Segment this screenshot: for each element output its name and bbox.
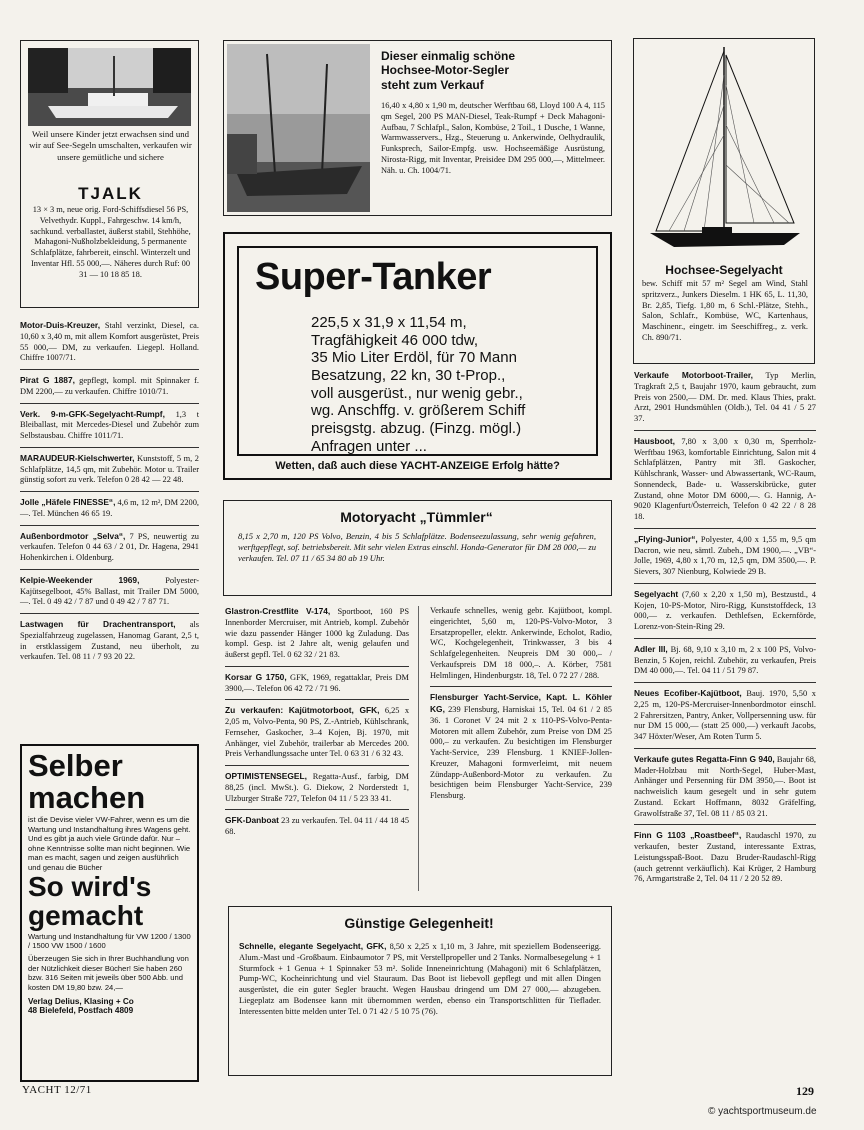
- supertanker-line: 35 Mio Liter Erdöl, für 70 Mann: [311, 349, 517, 367]
- segelyacht-title: Hochsee-Segelyacht: [665, 263, 783, 277]
- selber-text3: Überzeugen Sie sich in Ihrer Buchhandlung von der Nützlichkeit dieser Bücher! Sie haben 260 bzw. 316 Seiten mit jeweils über 500 Abb. und kosten DM 19,80 bzw. 24,—: [28, 954, 189, 992]
- mid1-ad-text: GFK, 1969, regattaklar, Preis DM 3900,—. Telefon 06 42 72 / 71 96.: [225, 672, 410, 693]
- segelyacht-ad: [633, 38, 815, 364]
- supertanker-inner: [237, 246, 598, 456]
- mid1-ad-head: Glastron-Crestflite V-174,: [225, 606, 331, 616]
- selber-big3: So wird's: [28, 871, 152, 903]
- left-ad: [20, 409, 199, 442]
- tuemmler-ad: [223, 500, 612, 596]
- right-ad-text: Typ Merlin, Tragkraft 2,5 t, Baujahr 1970, kaum gebraucht, zum Preis von 2500,— DM. Dr. med. Klaus Thies, prakt. Arzt, 2901 Hundsmühlen (Oldb.), Tel. 04 41 / 5 27 37.: [634, 371, 816, 423]
- mid2-ad: [430, 606, 612, 681]
- supertanker-line: 225,5 x 31,9 x 11,54 m,: [311, 314, 467, 331]
- tuemmler-body: 8,15 x 2,70 m, 120 PS Volvo, Benzin, 4 bis 5 Schlafplätze. Bodenseezulassung, sehr wenig gefahren, werftgepflegt, sof. betriebsbereit. Mit sehr vielen Extras einschl. Honda-Generator für DM 28 000,— zu verkaufen. Tel. 07 11 / 65 34 80 ab 19 Uhr.: [238, 531, 596, 563]
- selber-text1: ist die Devise vieler VW-Fahrer, wenn es um die Wartung und Instandhaltung ihres Wagens geht. Und es gibt ja auch viele Gründe dafür. Nur – ohne Kenntnisse sollte man nicht beginnen. Wie man es macht, sagen und zeigen ausführlich und genau die Bücher: [28, 815, 191, 872]
- left-ad-text: als Spezialfahrzeug zugelassen, Hanomag Garant, 2,5 t, in erstklassigem Zustand, neu überholt, zu verkaufen. Tel. 08 11 / 7 93 20 22.: [20, 620, 199, 662]
- right-ad-text: Bj. 68, 9,10 x 3,10 m, 2 x 100 PS, Volvo-Benzin, 5 Kojen, reichl. Zubehör, zu verkaufen, Preis DM 40 000,—. Tel. 04 11 / 51 79 87.: [634, 644, 816, 676]
- selber-text2: Wartung und Instandhaltung für VW 1200 / 1300 / 1500 VW 1500 / 1600: [28, 931, 191, 950]
- watermark: © yachtsportmuseum.de: [708, 1106, 817, 1117]
- left-ad-head: Außenbordmotor „Selva“,: [20, 530, 126, 541]
- mid1-ad-text: Sportboot, 160 PS Innenborder Mercruiser, mit Antrieb, kompl. Zubehör wie dazu passender Hänger 1000 kg Zuladung. Das kompl. Gesp. ist 2 Jahre alt, wenig gelaufen und äußerst gepfl. Tel. 0 62 32 / 21 83.: [225, 607, 409, 659]
- mid1-ad-text: 23 zu verkaufen. Tel. 04 11 / 44 18 45 68.: [225, 816, 410, 836]
- right-ad-head: Hausboot,: [634, 435, 675, 446]
- guenstig-title: Günstige Gelegenheit!: [344, 915, 494, 931]
- supertanker-line: voll ausgerüst., nur wenig gebr.,: [311, 384, 523, 402]
- right-ad-text: Raudaschl 1970, zu verkaufen, bester Zustand, interessante Extras, Leistungsspaß-Boot. Dazu Bruder-Raudaschl-Rigg (auch getrennt verkäuflich). Kai Krüger, 2 Hamburg 76, Armgartstraße 2, Tel. 04 11 / 2 20 52 89.: [634, 831, 817, 884]
- right-ad-text: (7,60 x 2,20 x 1,50 m), Bestzustd., 4 Kojen, 10-PS-Motor, Niro-Rigg, Kunststoffdeck, 13 000,— z. verkaufen. Dethlefsen, Eckernförde, Lorenz-von-Stein-Ring 29.: [634, 589, 816, 631]
- left-ad-text: Polyester-Kajütsegelboot, 45% Ballast, mit Trailer DM 5000,—. Tel. 0 49 42 / 7 87 und 0 49 42 / 7 87 71.: [20, 575, 199, 607]
- right-ad-head: Finn G 1103 „Roastbeef“,: [634, 830, 742, 841]
- mid1-ad: [225, 705, 409, 760]
- supertanker-line: Anfragen unter ...: [311, 437, 427, 455]
- left-ad-head: Lastwagen für Drachentransport,: [20, 619, 176, 629]
- supertanker-footer: Wetten, daß auch diese YACHT-ANZEIGE Erfolg hätte?: [275, 460, 560, 472]
- mid1-ad-text: Regatta-Ausf., farbig, DM 88,25 (incl. MwSt.). G. Diekow, 2 Norderstedt 1, Ulzburger Straße 727, Telefon 04 11 / 5 23 33 41.: [225, 772, 409, 803]
- supertanker-ad: [223, 232, 612, 480]
- left-ad: [20, 575, 199, 608]
- selber-big4: gemacht: [28, 899, 144, 931]
- left-ad: [20, 320, 199, 364]
- motorsegler-title: Dieser einmalig schöne Hochsee-Motor-Segler steht zum Verkauf: [381, 49, 516, 92]
- mid1-ad-head: Zu verkaufen: Kajütmotorboot, GFK,: [225, 705, 380, 716]
- right-ad: [634, 754, 816, 820]
- supertanker-line: Tragfähigkeit 46 000 tdw,: [311, 331, 479, 349]
- left-ad-head: MARAUDEUR-Kielschwerter,: [20, 452, 135, 463]
- mid2-ad-text: 239 Flensburg, Harniskai 15, Tel. 04 61 / 2 85 36. 1 Coronet V 24 mit 2 x 110-PS-Volvo-Penta-Motoren mit allem Zubehör, zum Preise von DM 25 000,– zu verkaufen. Zu besichtigen im Flensburger Yacht-Service, 239 Flensburg. 1 KNIEF-Jollen-Kreuzer, Mahagoni formverleimt, mit neuem Zündapp-Außenbord-Motor zu verkaufen. Zu besichtigen beim Flensburger Yacht-Service, 239 Flensburg.: [430, 705, 612, 800]
- right-ad: [634, 534, 816, 578]
- motorsegler-photo: [227, 44, 370, 212]
- left-ad-head: Jolle „Häfele FINESSE“,: [20, 497, 116, 507]
- tjalk-photo: [28, 48, 191, 126]
- left-ad-text: 1,3 t Bleiballast, mit Mercedes-Diesel und Zubehör zum Selbstausbau. Chiffre 1011/71.: [20, 409, 200, 440]
- left-ad: [20, 619, 199, 663]
- right-ad-head: Segelyacht: [634, 588, 679, 599]
- selber-big1: Selber: [28, 748, 123, 783]
- mid1-ad: [225, 815, 409, 838]
- page-number: 129: [796, 1084, 814, 1098]
- left-ad-text: 7 PS, neuwertig zu verkaufen. Telefon 0 44 63 / 2 01, Dr. Hagena, 2941 Hohenkirchen i. Oldenburg.: [20, 531, 199, 562]
- left-ad-head: Motor-Duis-Kreuzer,: [20, 320, 101, 330]
- mid1-ad-text: 6,25 x 2,05 m, Volvo-Penta, 90 PS, Z.-Antrieb, Kühlschrank, Fernseher, Gaskocher, 3–4 Kojen, Bj. 1970, mit Anhänger, viel Zubehör, trailerbar ab Mercedes 200. Preis Verhandlungssache unter Tel. 0 63 31 / 6 32 43.: [225, 706, 410, 759]
- motorsegler-ad: [223, 40, 612, 216]
- mid1-ads-column: [225, 606, 409, 896]
- motorsegler-body: 16,40 x 4,80 x 1,90 m, deutscher Werftbau 68, Lloyd 100 A 4, 115 qm Segel, 200 PS MAN-Diesel, Teak-Rumpf + Deck Mahagoni-Aufbau, 7 Schlafpl., Salon, Kombüse, 2 Toil., 1 Dusche, 1 Wanne, Warmwasservers., Hzg., Steuerung u. Ankerwinde, Oelhydraulik, Funksprech, Sailor-Empfg. usw. Hochseemäßige Ausrüstung, Nirosta-Rigg, mit Inventar, Preisidee DM 295 000,—, Mittelmeer. Näh. u. Ch. 1004/71.: [381, 101, 605, 175]
- right-ad: [634, 830, 816, 885]
- tjalk-title: TJALK: [78, 184, 143, 203]
- right-ad: [634, 436, 816, 523]
- mid1-ad: [225, 672, 409, 695]
- left-ads-column: [20, 320, 199, 740]
- guenstig-text: [239, 941, 601, 1017]
- segelyacht-body: bew. Schiff mit 57 m² Segel am Wind, Stahl spritzverz., Junkers Dieselm. 1 HK 65, L. 11,30, Br. 2,85, Tiefg. 1,80 m, 6 Schl.-Plätze, Stehh., Salon, Schlafr., Kombüse, WC, Kartenhaus, Maschinenr., eingetr. im Seeschiffreg., z. verk. Ch. 890/71.: [642, 279, 808, 342]
- right-ad: [634, 589, 816, 633]
- left-ad: [20, 497, 199, 520]
- tjalk-ad: [20, 40, 199, 308]
- left-ad-text: 4,6 m, 12 m², DM 2200,—. Tel. München 46 65 19.: [20, 498, 199, 518]
- mid1-ad-head: Korsar G 1750,: [225, 671, 287, 682]
- right-ad-head: Adler III,: [634, 643, 668, 654]
- right-ad: [634, 644, 816, 677]
- tjalk-body: 13 × 3 m, neue orig. Ford-Schiffsdiesel 56 PS, Velvethydr. Kuppl., Fahrgeschw. 14 km/h, sachkund. verballastet, äußerst stabil, Stehhöhe, Mahagoni-Nußholzbekleidung, 5 permanente Schlafplätze, fahrbereit, einschl. Winterzelt und Inventar Hfl. 55 000,—. Näheres durch Ruf: 00 31 — 10 18 85 18.: [30, 205, 191, 279]
- mid2-ads-column: [430, 606, 612, 896]
- supertanker-lines: [311, 314, 591, 456]
- mid2-ad: [430, 692, 612, 802]
- right-ad: [634, 370, 816, 425]
- left-ad-head: Kelpie-Weekender 1969,: [20, 574, 140, 585]
- left-ad-head: Pirat G 1887,: [20, 375, 75, 385]
- right-ad-head: Neues Ecofiber-Kajütboot,: [634, 688, 742, 698]
- right-ad-text: Polyester, 4,00 x 1,55 m, 9,5 qm Dacron, wie neu, sämtl. Zubeh., DM 1900,—. „VB“-Jolle, 1969, 4,80 x 1,70 m, 12,5 qm, DM 3500,—. P. Sievers, 307 Nienburg, Kolwiede 29 B.: [634, 534, 816, 576]
- mid1-ad: [225, 606, 409, 661]
- issue-label: YACHT 12/71: [22, 1084, 92, 1096]
- supertanker-line: Besatzung, 22 kn, 30 t-Prop.,: [311, 367, 506, 385]
- right-ad-head: Verkaufe Motorboot-Trailer,: [634, 370, 754, 380]
- left-ad-text: Stahl verzinkt, Diesel, ca. 10,60 x 3,40 m, mit allem Komfort ausgerüstet, Preis 55 000,— DM, zu verkaufen. Liegepl. Holland. Chiffre 1007/71.: [20, 321, 199, 363]
- left-ad: [20, 375, 199, 398]
- left-ad-text: gepflegt, kompl. mit Spinnaker f. DM 2200,— zu verkaufen. Chiffre 1010/71.: [20, 376, 200, 396]
- guenstig-head: Schnelle, elegante Segelyacht, GFK,: [239, 941, 387, 951]
- right-ad-text: Bauj. 1970, 5,50 x 2,25 m, 120-PS-Mercruiser-Innenbordmotor einschl. 2 Fahrersitzen, Pantry, Anker, Vollpersenning usw. für nur DM 15 000,— (statt 25 000,—) verkauft Jacobs, 347 Höxter/Weser, Am Roten Turm 5.: [634, 689, 816, 741]
- segelyacht-drawing: [644, 45, 804, 255]
- right-ad-head: Verkaufe gutes Regatta-Finn G 940,: [634, 753, 775, 764]
- selber-publisher: Verlag Delius, Klasing + Co: [28, 997, 134, 1007]
- right-ad-text: 7,80 x 3,00 x 0,30 m, Sperrholz-Werftbau 1963, komfortable Einrichtung, Salon mit 4 Schlafplätzen, Pantry mit 3fl. Gaskocher, Kühlschrank, Wasser- und Abwassertank, WC-Raum, Sonnendeck, Bade- u. Wasserskibrücke, guter Zustand, ohne Motor DM 6000,—. G. Hannig, A-9020 Klagenfurt/Österreich, Telefon 0 42 22 / 8 28 18.: [634, 436, 816, 521]
- right-ad: [634, 688, 816, 743]
- left-ad: [20, 531, 199, 564]
- selber-big2: machen: [28, 779, 146, 815]
- mid2-ad-head: Flensburger Yacht-Service, Kapt. L. Köhler KG,: [430, 692, 612, 714]
- right-ad-text: Baujahr 68, Mader-Holzbau mit North-Segel, Huber-Mast, Anhänger und Persenning für DM 3950,—. Boot ist nachweislich kaum gesegelt und in sehr gutem Zustand. Eckart Hoffmann, 8032 Gräfelfing, Grawolfstraße 37, Tel. 08 11 / 85 03 21.: [634, 754, 816, 818]
- mid1-ad-head: GFK-Danboat: [225, 815, 279, 826]
- guenstig-body: 8,50 x 2,25 x 1,10 m, 3 Jahre, mit speziellem Bodenseerigg. Alum.-Mast und -Großbaum. Einbaumotor 7 PS, mit Verstellpropeller und 2 Tanks. Normalbesegelung + 1 Sturmfock + 1 Genua + 1 Spinnaker 53 m². Solide Inneneinrichtung (Mahagoni) mit 6 Schlafplätzen, Pump-WC, Kocheinrichtung und viel Stauraum. Das Boot ist liebevoll gepflegt und mit allen Dingen ausgerüstet, die ein guter Segler braucht. Wegen Hausbau dringend um DM 27 000,— abzugeben. Liegeplatz am Bodensee kann mit übernommen werden, ebenso ein Transportschlitten für Tieflader. Interessenten bitte melden unter Tel. 0 71 42 / 5 10 75 (76).: [239, 942, 601, 1016]
- left-ad-head: Verk. 9-m-GFK-Segelyacht-Rumpf,: [20, 408, 165, 419]
- left-ad-text: Kunststoff, 5 m, 2 Schlafplätze, 14,5 qm, mit Zubehör. Motor u. Trailer günstig sofort zu verk. Telefon 0 28 42 — 22 48.: [20, 453, 199, 485]
- mid1-ad: [225, 771, 409, 804]
- left-ad: [20, 453, 199, 486]
- tuemmler-title: Motoryacht „Tümmler“: [340, 509, 493, 525]
- supertanker-title: Super-Tanker: [255, 256, 492, 298]
- selber-ad: [20, 744, 199, 1082]
- mid2-ad-text: Verkaufe schnelles, wenig gebr. Kajütboot, kompl. eingerichtet, 5,60 m, 120-PS-Volvo-Motor, 3 Ersatzpropeller, elektr. Ankerwinde, Echolot, Radio, WC, Kochgelegenheit, Trinkwasser, 3 bis 4 Schlafgelegenheiten. Neupreis DM 30 000,– / Verkaufspreis DM 18 000,–. A. Körber, 7581 Helmlingen, Hindenburgstr. 18, Tel. 0 72 27 / 288.: [430, 606, 612, 680]
- supertanker-line: wg. Anschffg. v. größerem Schiff: [311, 402, 526, 420]
- supertanker-line: preisgstg. abzug. (Finzg. mögl.): [311, 420, 522, 438]
- right-ad-head: „Flying-Junior“,: [634, 533, 698, 544]
- guenstig-ad: [228, 906, 612, 1076]
- mid1-ad-head: OPTIMISTENSEGEL,: [225, 771, 307, 781]
- selber-address: 48 Bielefeld, Postfach 4809: [28, 1006, 134, 1016]
- right-ads-column: [634, 370, 816, 1080]
- tjalk-caption: Weil unsere Kinder jetzt erwachsen sind und wir auf See-Segeln umschalten, verkaufen wir unsere gemütliche und sichere: [29, 129, 192, 162]
